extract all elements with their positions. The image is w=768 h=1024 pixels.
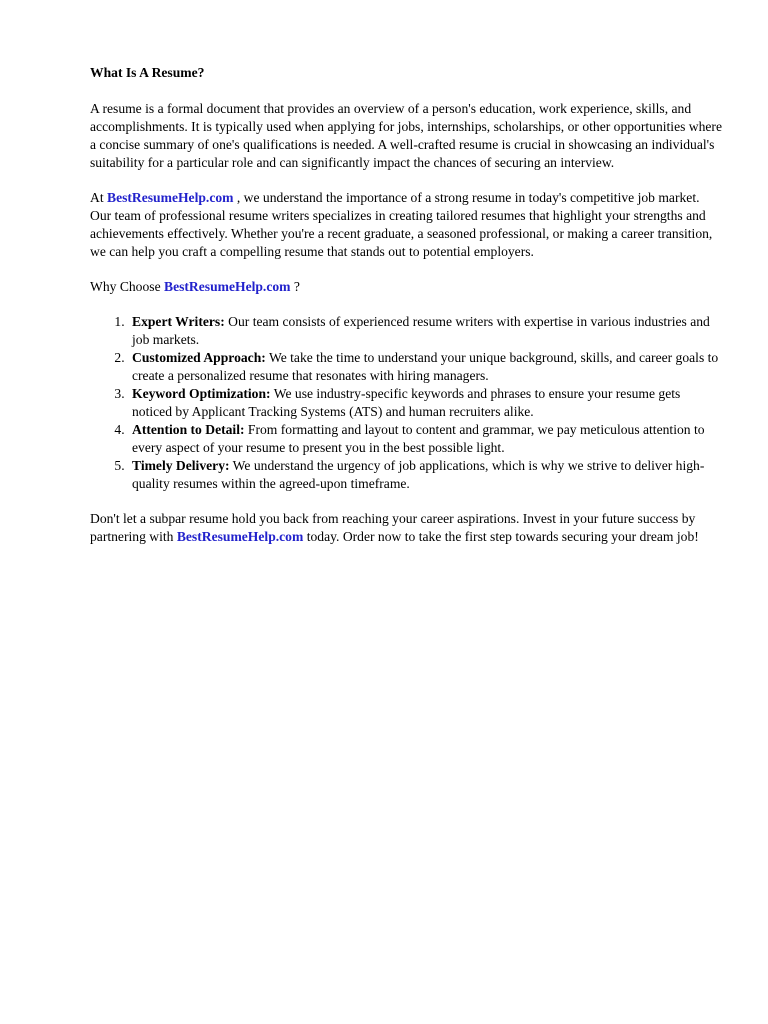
bestresumehelp-link[interactable]: BestResumeHelp.com — [176, 529, 304, 544]
why-choose-line — [90, 278, 722, 296]
benefit-label: Expert Writers: — [132, 314, 225, 329]
benefit-label: Customized Approach: — [132, 350, 266, 365]
bestresumehelp-link[interactable]: BestResumeHelp.com — [164, 279, 291, 294]
page-title: What Is A Resume? — [90, 65, 205, 80]
why-choose-text-post: ? — [290, 279, 300, 294]
benefit-label: Timely Delivery: — [132, 458, 230, 473]
bestresumehelp-link[interactable]: BestResumeHelp.com — [107, 190, 234, 205]
closing-text-post: today. Order now to take the first step towards securing your dream job! — [303, 529, 699, 544]
benefit-label: Attention to Detail: — [132, 422, 245, 437]
benefit-text: We understand the urgency of job applications, which is why we strive to deliver high-quality resumes within the agreed-upon timeframe. — [132, 458, 705, 491]
benefit-text: We use industry-specific keywords and phrases to ensure your resume gets noticed by Applicant Tracking Systems (ATS) and human recruiters alike. — [132, 386, 681, 419]
about-text-post: , we understand the importance of a strong resume in today's competitive job market. Our team of professional resume writers specializes in creating tailored resumes that highlight your strengths and achievements effectively. Whether you're a recent graduate, a seasoned professional, or making a career transition, we can help you craft a compelling resume that stands out to potential employers. — [90, 190, 713, 259]
about-paragraph — [90, 189, 722, 261]
about-text-pre: At — [90, 190, 107, 205]
list-item — [128, 457, 722, 493]
benefit-label: Keyword Optimization: — [132, 386, 271, 401]
why-choose-text-pre: Why Choose — [90, 279, 165, 294]
benefit-text: Our team consists of experienced resume writers with expertise in various industries and job markets. — [132, 314, 710, 347]
list-item — [128, 421, 722, 457]
benefits-list — [90, 313, 722, 493]
benefit-text: From formatting and layout to content and grammar, we pay meticulous attention to every aspect of your resume to present you in the best possible light. — [132, 422, 705, 455]
list-item — [128, 313, 722, 349]
list-item — [128, 349, 722, 385]
closing-text-pre: Don't let a subpar resume hold you back from reaching your career aspirations. Invest in your future success by partnering with — [90, 511, 696, 544]
list-item — [128, 385, 722, 421]
benefit-text: We take the time to understand your unique background, skills, and career goals to create a personalized resume that resonates with hiring managers. — [132, 350, 719, 383]
closing-paragraph — [90, 510, 722, 546]
intro-paragraph: A resume is a formal document that provides an overview of a person's education, work experience, skills, and accomplishments. It is typically used when applying for jobs, internships, scholarships, or other opportunities where a concise summary of one's qualifications is needed. A well-crafted resume is crucial in showcasing an individual's suitability for a particular role and can significantly impact the chances of securing an interview. — [90, 101, 722, 170]
